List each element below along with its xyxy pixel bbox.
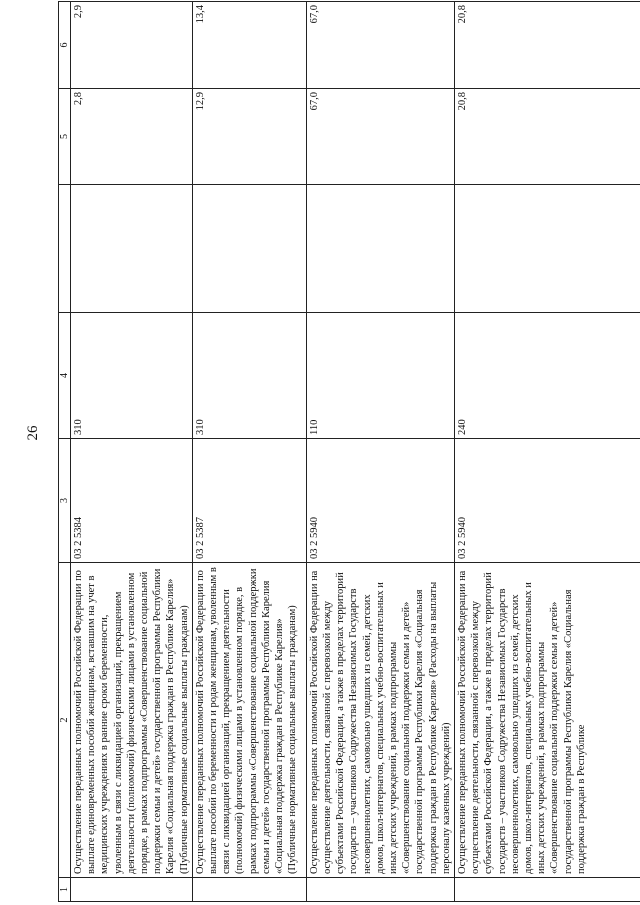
table-row (306, 2, 454, 902)
row-index-cell (306, 878, 454, 902)
rotated-table-container (58, 2, 638, 902)
header-cell-3: 3 (59, 439, 71, 563)
row-target-code: 03 2 5940 (306, 439, 454, 563)
row-blank-cell (192, 185, 306, 313)
table-row (455, 2, 640, 902)
table-row (71, 2, 193, 902)
row-amount-2: 13,4 (192, 2, 306, 89)
row-target-code: 03 2 5387 (192, 439, 306, 563)
header-cell-5: 5 (59, 89, 71, 185)
row-description: Осуществление переданных полномочий Российской Федерации на осуществление деятельности, связанной с перевозкой между субъектами Российской Федерации, а также в пределах территорий государств – участников Содружества Независимых Государств несовершеннолетних, самовольно ушедших из семей, детских домов, школ-интернатов, специальных учебно-воспитательных и иных детских учреждений, в рамках подпрограммы «Совершенствование социальной поддержки семьи и детей» государственной программы Республики Карелия «Социальная поддержка граждан в Республике Карелия» (Расходы на выплаты персоналу казенных учреждений) (306, 563, 454, 878)
row-amount-1: 20,8 (455, 89, 640, 185)
header-cell-1: 1 (59, 878, 71, 902)
table-row (192, 2, 306, 902)
row-description: Осуществление переданных полномочий Российской Федерации на осуществление деятельности, связанной с перевозкой между субъектами Российской Федерации, а также в пределах территорий государств – участников Содружества Независимых Государств несовершеннолетних, самовольно ушедших из семей, детских домов, школ-интернатов, специальных учебно-воспитательных и иных детских учреждений, в рамках подпрограммы «Совершенствование социальной поддержки семьи и детей» государственной программы Республики Карелия «Социальная поддержка граждан в Республике (455, 563, 640, 878)
row-description: Осуществление переданных полномочий Российской Федерации по выплате пособий по беременности и родам женщинам, уволенным в связи с ликвидацией организаций, прекращением деятельности (полномочий) физическими лицами в установленном порядке, в рамках подпрограммы «Совершенствование социальной поддержки семьи и детей» государственной программы Республики Карелия «Социальная поддержка граждан в Республике Карелия» (Публичные нормативные социальные выплаты гражданам) (192, 563, 306, 878)
header-cell-2: 2 (59, 563, 71, 878)
row-description: Осуществление переданных полномочий Российской Федерации по выплате единовременных пособий женщинам, вставшим на учет в медицинских учреждениях в ранние сроки беременности, уволенным в связи с ликвидацией организаций, прекращением деятельности (полномочий) физическими лицами в установленном порядке, в рамках подпрограммы «Совершенствование социальной поддержки семьи и детей» государственной программы Республики Карелия «Социальная поддержка граждан в Республике Карелия» (Публичные нормативные социальные выплаты гражданам) (71, 563, 193, 878)
row-blank-cell (455, 185, 640, 313)
budget-table (58, 1, 640, 902)
page-number: 26 (25, 425, 41, 441)
row-expense-group: 310 (192, 313, 306, 439)
row-amount-2: 20,8 (455, 2, 640, 89)
row-amount-1: 2,8 (71, 89, 193, 185)
row-amount-1: 12,9 (192, 89, 306, 185)
row-target-code: 03 2 5940 (455, 439, 640, 563)
row-index-cell (192, 878, 306, 902)
row-expense-group: 240 (455, 313, 640, 439)
header-cell-blank (59, 185, 71, 313)
row-index-cell (455, 878, 640, 902)
row-blank-cell (306, 185, 454, 313)
row-target-code: 03 2 5384 (71, 439, 193, 563)
row-amount-1: 67,0 (306, 89, 454, 185)
header-cell-6: 6 (59, 2, 71, 89)
row-index-cell (71, 878, 193, 902)
row-blank-cell (71, 185, 193, 313)
header-cell-4: 4 (59, 313, 71, 439)
row-amount-2: 67,0 (306, 2, 454, 89)
table-header-row (59, 2, 71, 902)
row-expense-group: 110 (306, 313, 454, 439)
row-expense-group: 310 (71, 313, 193, 439)
row-amount-2: 2,9 (71, 2, 193, 89)
